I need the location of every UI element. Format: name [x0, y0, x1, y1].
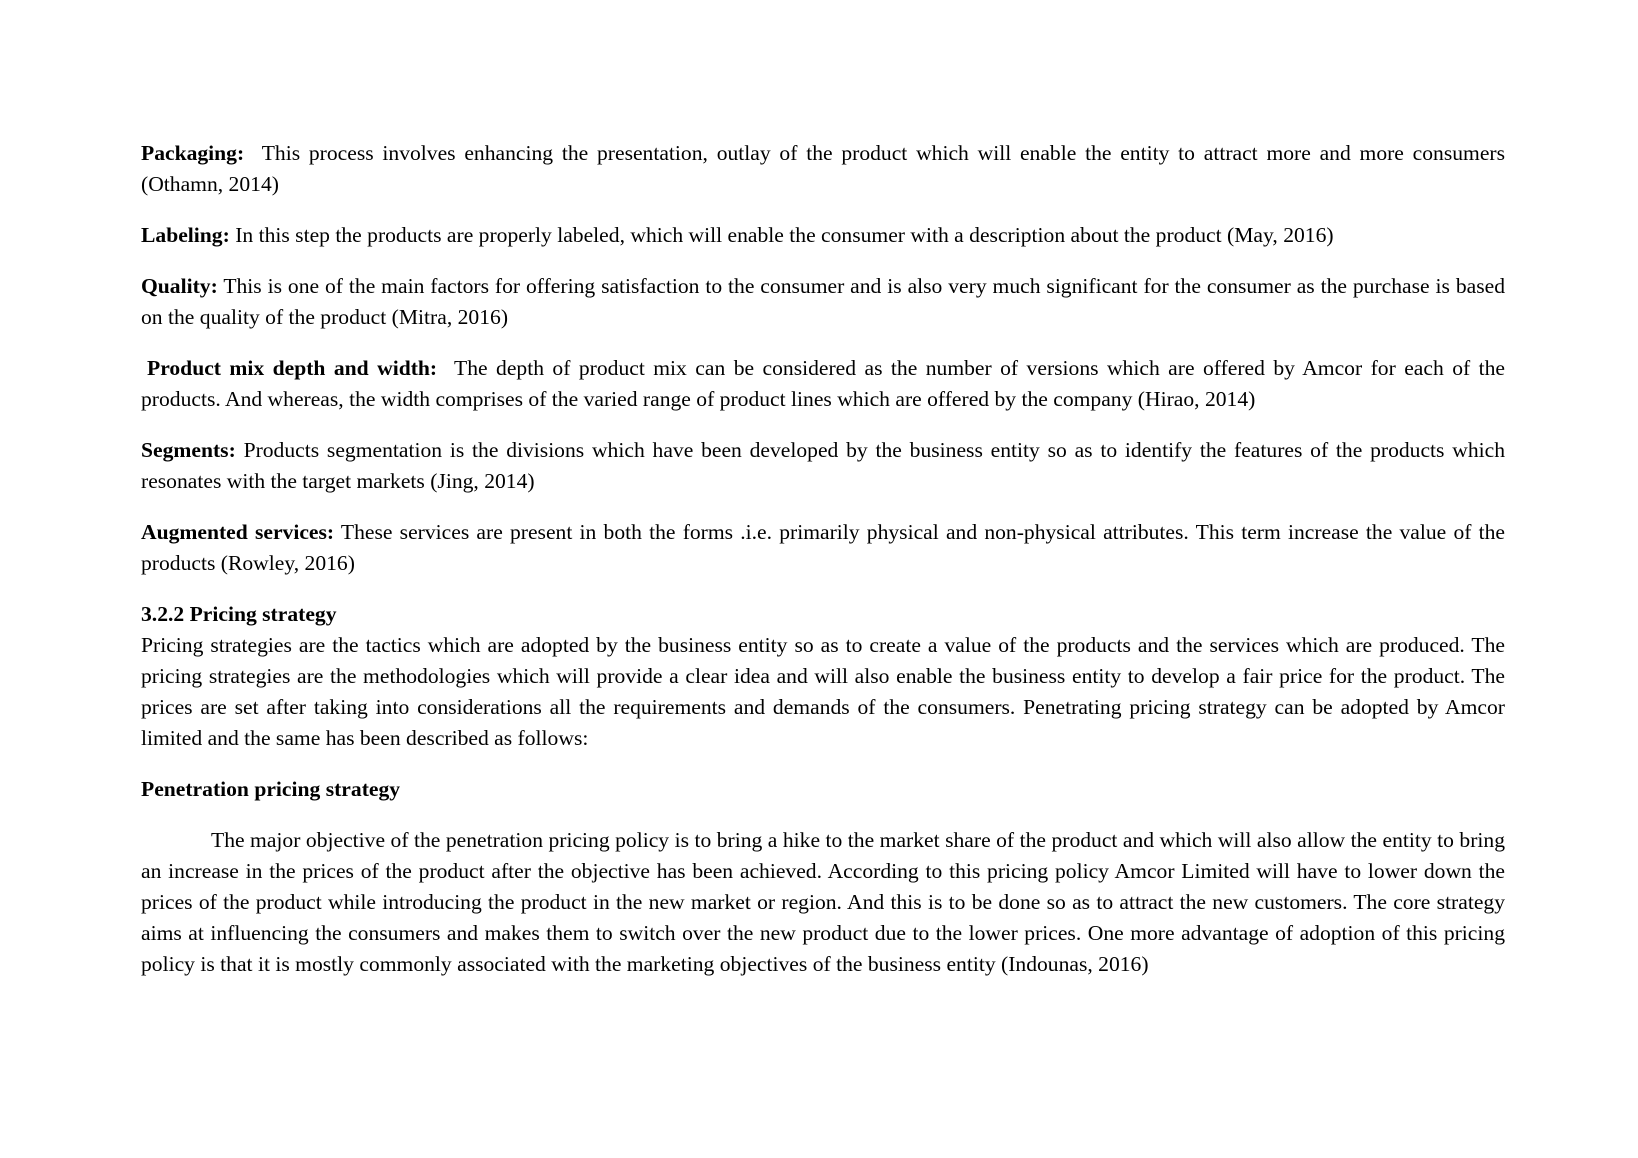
paragraph-packaging	[141, 138, 1505, 200]
paragraph-text: This is one of the main factors for offering satisfaction to the consumer and is also very much significant for the consumer as the purchase is based on the quality of the product (Mitra, 2016)	[141, 274, 1505, 329]
term-label: Packaging:	[141, 141, 245, 165]
paragraph-product-mix	[141, 353, 1505, 415]
paragraph-labeling	[141, 220, 1505, 251]
paragraph-text: Products segmentation is the divisions which have been developed by the business entity so as to identify the features of the products which resonates with the target markets (Jing, 2014)	[141, 438, 1506, 493]
paragraph-text: The depth of product mix can be considered as the number of versions which are offered by Amcor for each of the products. And whereas, the width comprises of the varied range of product lines which are offered by the company (Hirao, 2014)	[141, 356, 1506, 411]
term-label: Augmented services:	[141, 520, 335, 544]
paragraph-quality	[141, 271, 1505, 333]
document-page	[141, 138, 1505, 1000]
term-label: Labeling:	[141, 223, 230, 247]
section-heading: 3.2.2 Pricing strategy	[141, 602, 337, 626]
sub-heading: Penetration pricing strategy	[141, 777, 401, 801]
section-paragraph: Pricing strategies are the tactics which are adopted by the business entity so as to create a value of the products and the services which are produced. The pricing strategies are the methodologies which will provide a clear idea and will also enable the business entity to develop a fair price for the product. The prices are set after taking into considerations all the requirements and demands of the consumers. Penetrating pricing strategy can be adopted by Amcor limited and the same has been described as follows:	[141, 633, 1505, 750]
term-label: Product mix depth and width:	[147, 356, 438, 380]
sub-paragraph: The major objective of the penetration pricing policy is to bring a hike to the market share of the product and which will also allow the entity to bring an increase in the prices of the product after the objective has been achieved. According to this pricing policy Amcor Limited will have to lower down the prices of the product while introducing the product in the new market or region. And this is to be done so as to attract the new customers. The core strategy aims at influencing the consumers and makes them to switch over the new product due to the lower prices. One more advantage of adoption of this pricing policy is that it is mostly commonly associated with the marketing objectives of the business entity (Indounas, 2016)	[141, 828, 1505, 976]
paragraph-text: This process involves enhancing the presentation, outlay of the product which will enable the entity to attract more and more consumers (Othamn, 2014)	[141, 141, 1506, 196]
paragraph-text: These services are present in both the forms .i.e. primarily physical and non-physical attributes. This term increase the value of the products (Rowley, 2016)	[141, 520, 1506, 575]
paragraph-segments	[141, 435, 1505, 497]
paragraph-augmented-services	[141, 517, 1505, 579]
paragraph-text: In this step the products are properly labeled, which will enable the consumer with a description about the product (May, 2016)	[235, 223, 1334, 247]
term-label: Segments:	[141, 438, 236, 462]
term-label: Quality:	[141, 274, 218, 298]
